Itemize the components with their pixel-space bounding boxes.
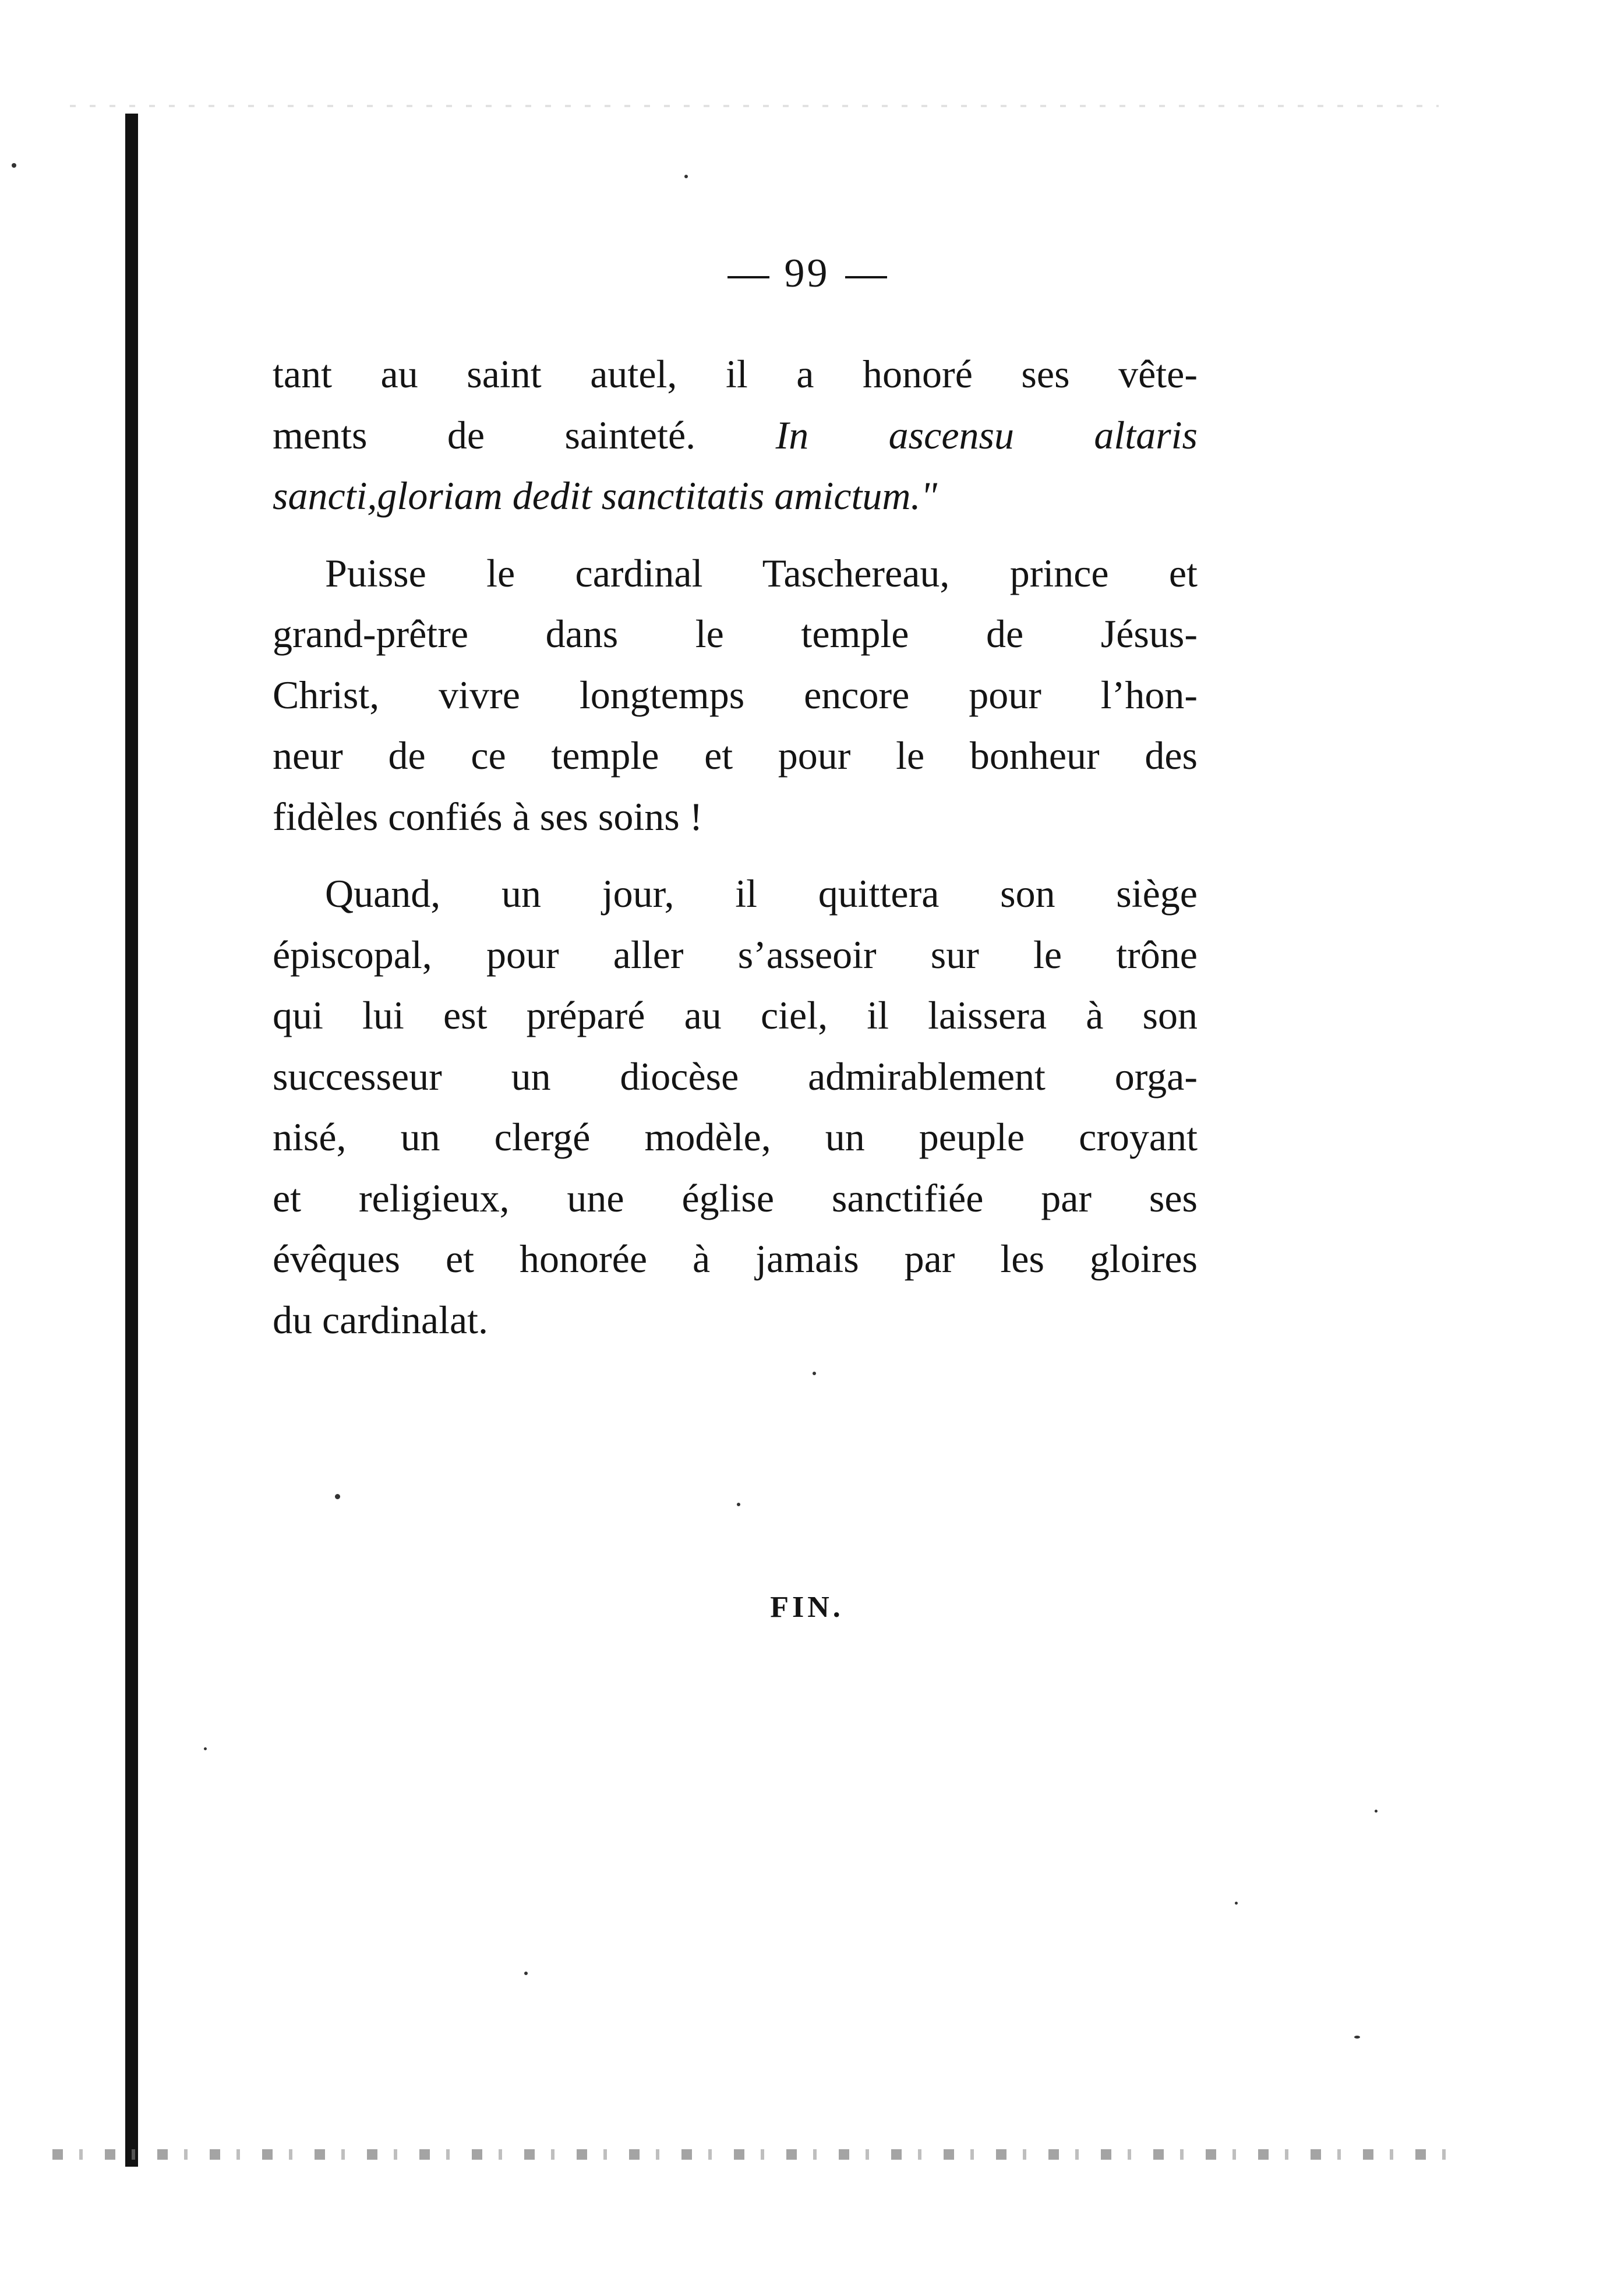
text-line: épiscopal, pour aller s’asseoir sur le trône xyxy=(273,932,1198,977)
text-line: du cardinalat. xyxy=(273,1297,489,1342)
scan-speck xyxy=(12,163,16,168)
scan-speck xyxy=(684,175,688,178)
page-number xyxy=(0,245,1614,303)
text-line: Christ, vivre longtemps encore pour l’hon- xyxy=(273,672,1198,717)
scan-speck xyxy=(813,1372,816,1375)
text-line: neur de ce temple et pour le bonheur des xyxy=(273,733,1198,778)
text-line: tant au saint autel, il a honoré ses vête- xyxy=(273,352,1198,396)
text-line: grand-prêtre dans le temple de Jésus- xyxy=(273,612,1198,656)
text-line xyxy=(273,405,1198,466)
latin-quote: In ascensu altaris xyxy=(775,412,1198,457)
page-number-dash-left xyxy=(727,276,769,278)
text-line: nisé, un clergé modèle, un peuple croyant xyxy=(273,1115,1198,1159)
text-line: et religieux, une église sanctifiée par ses xyxy=(273,1175,1198,1220)
latin-quote-line: sancti,gloriam dedit sanctitatis amictum." xyxy=(273,474,938,518)
end-mark: FIN. xyxy=(770,1591,844,1624)
scan-noise-top xyxy=(70,105,1439,107)
text-line: évêques et honorée à jamais par les gloires xyxy=(273,1237,1198,1281)
text-line-roman: ments de sainteté. xyxy=(273,412,696,457)
paragraph-gap xyxy=(273,527,1198,543)
scan-speck xyxy=(1354,2036,1360,2039)
scan-speck xyxy=(1235,1902,1238,1905)
scan-speck xyxy=(737,1503,740,1506)
page-number-value: 99 xyxy=(784,251,830,296)
paragraph-gap xyxy=(273,847,1198,863)
scan-speck xyxy=(204,1747,207,1750)
body-text xyxy=(273,344,1198,1350)
page-number-dash-right xyxy=(845,276,887,278)
scan-speck xyxy=(524,1972,528,1975)
text-line: qui lui est préparé au ciel, il laissera à son xyxy=(273,993,1198,1037)
scan-speck xyxy=(1375,1810,1378,1813)
text-line: fidèles confiés à ses soins ! xyxy=(273,794,703,839)
scan-speck xyxy=(335,1494,340,1499)
scan-noise-bottom xyxy=(52,2149,1468,2160)
text-line: Puisse le cardinal Taschereau, prince et xyxy=(325,550,1198,595)
text-line: successeur un diocèse admirablement orga- xyxy=(273,1054,1198,1098)
binding-edge xyxy=(125,114,138,2167)
text-line: Quand, un jour, il quittera son siège xyxy=(325,871,1198,916)
